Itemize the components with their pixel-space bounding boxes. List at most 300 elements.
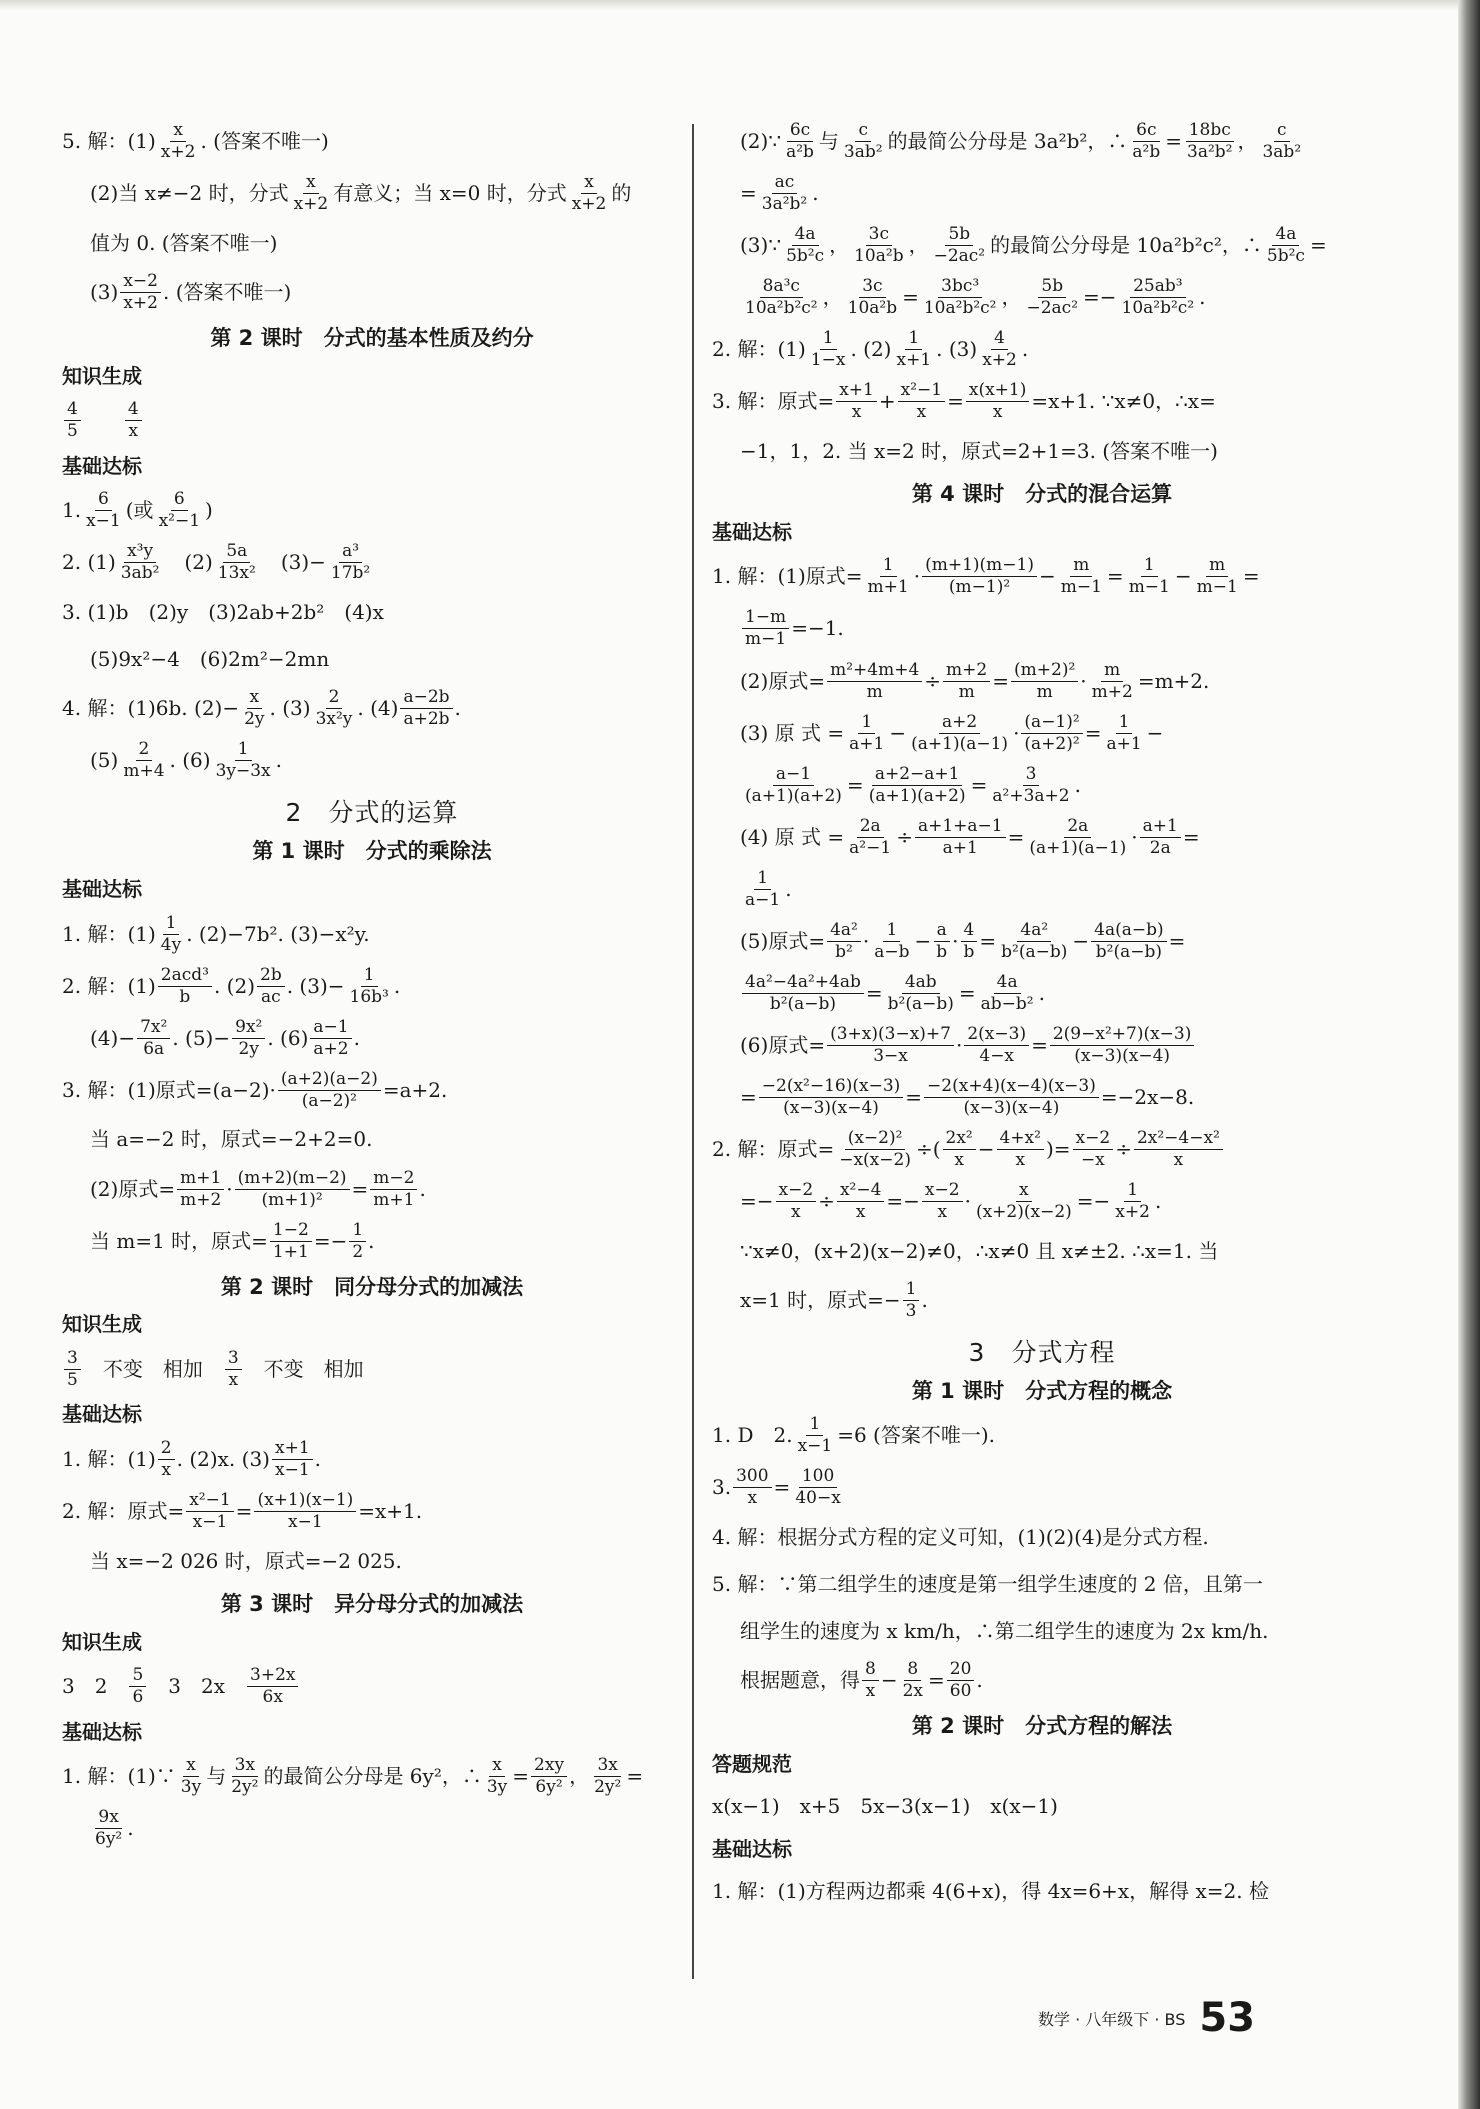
section-label bbox=[712, 1835, 1372, 1863]
text-run: ， bbox=[822, 285, 843, 310]
numerator: 7x² bbox=[137, 1018, 170, 1039]
denominator: x bbox=[865, 1681, 876, 1702]
denominator: x bbox=[128, 421, 139, 442]
denominator: 3−x bbox=[873, 1045, 908, 1066]
text-run: 当 m=1 时，原式= bbox=[90, 1228, 268, 1253]
denominator: (a+2)² bbox=[1024, 733, 1080, 754]
text-run: 1. 解：(1)方程两边都乘 4(6+x)，得 4x=6+x，解得 x=2. 检 bbox=[712, 1878, 1269, 1903]
numerator: c bbox=[855, 121, 871, 142]
fraction bbox=[257, 966, 285, 1007]
fraction bbox=[1026, 817, 1129, 858]
numerator: (m+2)(m−2) bbox=[235, 1169, 350, 1190]
numerator: ac bbox=[772, 173, 798, 194]
fraction bbox=[247, 1666, 298, 1707]
text-run: (2)原式= bbox=[90, 1176, 176, 1201]
text-run: . bbox=[812, 181, 819, 206]
numerator: (m+1)(m−1) bbox=[922, 556, 1037, 577]
fraction bbox=[931, 225, 989, 266]
text-run: − bbox=[1072, 928, 1090, 953]
denominator: m−1 bbox=[745, 629, 787, 650]
fraction bbox=[742, 277, 821, 318]
denominator: 5b²c bbox=[786, 246, 825, 267]
numerator: x−2 bbox=[776, 1181, 817, 1202]
numerator: 6 bbox=[171, 490, 188, 511]
denominator: b²(a−b) bbox=[1095, 941, 1163, 962]
denominator: x−1 bbox=[192, 1512, 228, 1533]
denominator: 1+1 bbox=[272, 1241, 309, 1262]
fraction bbox=[1073, 1129, 1114, 1170]
denominator: x bbox=[937, 1202, 948, 1223]
fraction bbox=[893, 329, 934, 370]
fraction bbox=[964, 1025, 1029, 1066]
numerator: 1 bbox=[235, 740, 252, 761]
numerator: 2a bbox=[857, 817, 884, 838]
numerator: 4 bbox=[125, 400, 142, 421]
fraction bbox=[998, 921, 1070, 962]
section-label bbox=[62, 1718, 682, 1746]
column-divider bbox=[692, 124, 694, 1979]
numerator: m+1 bbox=[177, 1169, 224, 1190]
fraction bbox=[989, 765, 1072, 806]
numerator: 2(9−x²+7)(x−3) bbox=[1050, 1025, 1195, 1046]
text-run: =a+2. bbox=[382, 1077, 448, 1102]
text-run: . bbox=[1074, 772, 1081, 797]
fraction bbox=[156, 490, 203, 531]
denominator: a²b bbox=[786, 142, 814, 163]
answer-line bbox=[712, 1415, 1372, 1456]
numerator: a³ bbox=[339, 542, 362, 563]
denominator: 1−x bbox=[810, 350, 846, 371]
text-run: 组学生的速度为 x km/h，∴第二组学生的速度为 2x km/h. bbox=[740, 1618, 1269, 1643]
text-run: = bbox=[846, 772, 864, 797]
numerator: 4a bbox=[792, 225, 819, 246]
denominator: m−1 bbox=[1128, 577, 1170, 598]
answer-line bbox=[712, 1519, 1372, 1555]
text-run: 5. 解：∵第二组学生的速度是第一组学生速度的 2 倍，且第一 bbox=[712, 1571, 1263, 1596]
numerator: 3 bbox=[1023, 765, 1040, 786]
fraction bbox=[742, 608, 789, 649]
denominator: 3x²y bbox=[315, 709, 353, 730]
fraction bbox=[1126, 556, 1173, 597]
denominator: x+2 bbox=[571, 194, 607, 215]
fraction bbox=[235, 1169, 350, 1210]
text-run: ) bbox=[205, 498, 213, 523]
denominator: 6y² bbox=[95, 1829, 123, 1850]
text-run: 第 2 课时 同分母分式的加减法 bbox=[220, 1274, 524, 1299]
numerator: −2(x+4)(x−4)(x−3) bbox=[924, 1077, 1099, 1098]
denominator: b bbox=[179, 986, 191, 1007]
text-run: 3. 解：(1)原式=(a−2)· bbox=[62, 1077, 276, 1102]
text-run: =− bbox=[886, 1189, 920, 1214]
text-run: . (3) bbox=[269, 696, 311, 721]
denominator: ac bbox=[261, 986, 281, 1007]
answer-line bbox=[62, 121, 682, 162]
text-run: − bbox=[977, 1137, 995, 1162]
fraction bbox=[1184, 121, 1235, 162]
numerator: 4a² bbox=[827, 921, 861, 942]
fraction bbox=[997, 1129, 1044, 1170]
numerator: 4ab bbox=[902, 973, 940, 994]
fraction bbox=[158, 966, 212, 1007]
fraction bbox=[908, 713, 1011, 754]
text-run: ， bbox=[908, 233, 929, 258]
text-run: = bbox=[626, 1764, 644, 1789]
denominator: x+2 bbox=[160, 142, 196, 163]
denominator: b²(a−b) bbox=[769, 993, 837, 1014]
answer-line bbox=[712, 765, 1372, 806]
text-run: . (6) bbox=[267, 1025, 309, 1050]
denominator: x+2 bbox=[293, 194, 329, 215]
numerator: x+1 bbox=[272, 1439, 313, 1460]
fraction bbox=[827, 1025, 954, 1066]
denominator: (a+1)(a−1) bbox=[911, 733, 1009, 754]
text-run: . bbox=[454, 696, 461, 721]
fraction bbox=[228, 1756, 261, 1797]
fraction bbox=[783, 225, 827, 266]
answer-line bbox=[62, 594, 682, 630]
fraction bbox=[370, 1169, 417, 1210]
scan-binding-edge bbox=[1458, 0, 1480, 2109]
answer-line bbox=[712, 1566, 1372, 1602]
answer-line bbox=[712, 556, 1372, 597]
text-run: 的最简公分母是 3a²b²，∴ bbox=[887, 129, 1128, 154]
text-run: ÷ bbox=[818, 1189, 835, 1214]
fraction bbox=[272, 1439, 313, 1480]
denominator: a²−1 bbox=[849, 837, 892, 858]
numerator: 1 bbox=[1116, 713, 1133, 734]
fraction bbox=[158, 914, 184, 955]
text-run: 与 bbox=[818, 129, 839, 154]
text-run: =− bbox=[1076, 1189, 1111, 1214]
denominator: 3ab² bbox=[843, 142, 883, 163]
numerator: 9x² bbox=[232, 1018, 265, 1039]
text-run: = bbox=[958, 980, 976, 1005]
text-run: − bbox=[1174, 564, 1192, 589]
text-run: 答题规范 bbox=[712, 1751, 792, 1776]
answer-line bbox=[712, 661, 1372, 702]
numerator: (m+2)² bbox=[1011, 661, 1078, 682]
fraction bbox=[1112, 1181, 1153, 1222]
denominator: ab−b² bbox=[980, 993, 1034, 1014]
text-run: = bbox=[1242, 564, 1260, 589]
numerator: m bbox=[1101, 661, 1123, 682]
section-heading bbox=[712, 1335, 1372, 1369]
text-run: = bbox=[235, 1499, 253, 1524]
text-run: 知识生成 bbox=[62, 363, 142, 388]
text-run: (2)原式= bbox=[740, 668, 826, 693]
answer-line bbox=[712, 1660, 1372, 1701]
fraction bbox=[947, 1660, 975, 1701]
numerator: 3c bbox=[859, 277, 885, 298]
numerator: 20 bbox=[947, 1660, 975, 1681]
denominator: b² bbox=[835, 941, 853, 962]
fraction bbox=[900, 1660, 926, 1701]
text-run: . bbox=[1199, 285, 1206, 310]
numerator: 3bc³ bbox=[938, 277, 982, 298]
numerator: 4 bbox=[991, 329, 1008, 350]
text-run: = bbox=[928, 1668, 945, 1693]
denominator: m+2 bbox=[180, 1189, 222, 1210]
fraction bbox=[1264, 225, 1308, 266]
denominator: 13x² bbox=[217, 563, 256, 584]
text-run: 与 bbox=[206, 1764, 227, 1789]
answer-line bbox=[712, 817, 1372, 858]
text-run: . bbox=[1154, 1189, 1162, 1214]
text-run: (3)− bbox=[260, 550, 326, 575]
denominator: a+1 bbox=[1106, 733, 1142, 754]
numerator: 2xy bbox=[531, 1756, 567, 1777]
text-run: 1. D 2. bbox=[712, 1423, 793, 1448]
page-number: 53 bbox=[1199, 1995, 1256, 2041]
text-run: (3)∵ bbox=[740, 233, 782, 258]
fraction bbox=[924, 1077, 1099, 1118]
numerator: x²−1 bbox=[186, 1491, 233, 1512]
answer-line bbox=[62, 1018, 682, 1059]
answer-line bbox=[712, 277, 1372, 318]
denominator: 10a²b²c² bbox=[745, 298, 818, 319]
text-run: 2 分式的运算 bbox=[285, 797, 459, 827]
text-run: ∵x≠0，(x+2)(x−2)≠0，∴x≠0 且 x≠±2. ∴x=1. 当 bbox=[740, 1238, 1219, 1263]
denominator: −x(x−2) bbox=[839, 1150, 911, 1171]
text-run: − bbox=[1038, 564, 1056, 589]
text-run: . (答案不唯一) bbox=[163, 280, 292, 305]
denominator: x bbox=[855, 1202, 866, 1223]
denominator: 5 bbox=[67, 421, 78, 442]
answer-line bbox=[62, 1349, 682, 1390]
text-run: =x+1. bbox=[358, 1499, 423, 1524]
fraction bbox=[827, 921, 861, 962]
numerator: 1 bbox=[903, 1280, 920, 1301]
fraction bbox=[158, 1439, 175, 1480]
denominator: 6 bbox=[132, 1687, 144, 1708]
text-run: (3) bbox=[90, 280, 119, 305]
fraction bbox=[125, 400, 142, 441]
text-run: . bbox=[353, 1025, 360, 1050]
numerator: (a−1)² bbox=[1021, 713, 1082, 734]
text-run: · bbox=[1080, 668, 1087, 693]
fraction bbox=[973, 1181, 1075, 1222]
answer-line bbox=[712, 1077, 1372, 1118]
numerator: 2 bbox=[158, 1439, 175, 1460]
numerator: a−2b bbox=[400, 688, 452, 709]
answer-line bbox=[712, 921, 1372, 962]
fraction bbox=[1140, 817, 1181, 858]
fraction bbox=[1023, 277, 1081, 318]
numerator: 4 bbox=[64, 400, 81, 421]
answer-line bbox=[62, 1169, 682, 1210]
numerator: x−2 bbox=[1073, 1129, 1114, 1150]
text-run: = bbox=[992, 668, 1009, 693]
denominator: m−1 bbox=[1196, 577, 1238, 598]
numerator: 3+2x bbox=[247, 1666, 298, 1687]
denominator: b bbox=[936, 941, 948, 962]
numerator: x bbox=[1016, 1181, 1032, 1202]
numerator: x(x+1) bbox=[966, 381, 1030, 402]
fraction bbox=[827, 661, 922, 702]
fraction bbox=[845, 277, 900, 318]
denominator: (x+2)(x−2) bbox=[975, 1202, 1072, 1223]
denominator: a+2 bbox=[313, 1038, 349, 1059]
answer-line bbox=[712, 1233, 1372, 1269]
fraction bbox=[1259, 121, 1304, 162]
numerator: 4+x² bbox=[997, 1129, 1044, 1150]
numerator: 18bc bbox=[1186, 121, 1234, 142]
fraction bbox=[742, 973, 864, 1014]
fraction bbox=[1119, 277, 1198, 318]
section-label bbox=[62, 362, 682, 390]
denominator: m bbox=[1036, 681, 1053, 702]
text-run: · bbox=[226, 1176, 233, 1201]
numerator: 2x²−4−x² bbox=[1134, 1129, 1223, 1150]
text-run: = bbox=[865, 980, 883, 1005]
text-run: = bbox=[1182, 824, 1200, 849]
fraction bbox=[885, 973, 957, 1014]
fraction bbox=[1129, 121, 1163, 162]
text-run: =x+1. ∵x≠0，∴x= bbox=[1031, 389, 1216, 414]
text-run: 第 3 课时 异分母分式的加减法 bbox=[220, 1591, 524, 1616]
denominator: 10a²b bbox=[847, 298, 898, 319]
denominator: x−1 bbox=[86, 511, 121, 532]
answer-line bbox=[712, 1280, 1372, 1321]
denominator: b²(a−b) bbox=[1001, 941, 1068, 962]
text-run: 1. 解：(1) bbox=[62, 1446, 156, 1471]
fraction bbox=[836, 381, 877, 422]
numerator: 2b bbox=[257, 966, 285, 987]
numerator: 3c bbox=[866, 225, 892, 246]
answer-line bbox=[62, 1491, 682, 1532]
answer-line bbox=[62, 740, 682, 781]
numerator: c bbox=[1274, 121, 1290, 142]
text-run: =6 (答案不唯一). bbox=[837, 1423, 996, 1448]
text-run: =m+2. bbox=[1137, 668, 1210, 693]
denominator: b²(a−b) bbox=[887, 993, 954, 1014]
numerator: a+1 bbox=[1140, 817, 1181, 838]
numerator: 25ab³ bbox=[1130, 277, 1185, 298]
numerator: a bbox=[934, 921, 950, 942]
fraction bbox=[129, 1666, 146, 1707]
denominator: (a+1)(a−1) bbox=[1029, 837, 1127, 858]
denominator: a+1 bbox=[849, 733, 885, 754]
numerator: 1 bbox=[858, 713, 875, 734]
text-run: 基础达标 bbox=[62, 1402, 142, 1427]
fraction bbox=[83, 490, 124, 531]
fraction bbox=[978, 973, 1037, 1014]
numerator: 2acd³ bbox=[158, 966, 212, 987]
scan-top-shadow bbox=[0, 0, 1480, 10]
denominator: 3ab² bbox=[120, 563, 160, 584]
denominator: 3a²b² bbox=[1187, 142, 1233, 163]
fraction bbox=[1091, 921, 1166, 962]
answer-line bbox=[712, 173, 1372, 214]
fraction bbox=[862, 1660, 879, 1701]
fraction bbox=[177, 1169, 224, 1210]
text-run: . (2) bbox=[213, 973, 255, 998]
text-run: = bbox=[947, 389, 964, 414]
section-heading bbox=[712, 1377, 1372, 1405]
fraction bbox=[898, 381, 945, 422]
text-run: 3 2 bbox=[62, 1674, 128, 1699]
text-run: − bbox=[880, 1668, 898, 1693]
numerator: 1 bbox=[905, 329, 922, 350]
answer-line bbox=[62, 490, 682, 531]
fraction bbox=[851, 225, 906, 266]
answer-line bbox=[712, 1129, 1372, 1170]
numerator: 300 bbox=[733, 1467, 771, 1488]
fraction bbox=[232, 1018, 265, 1059]
text-run: . (3) bbox=[936, 337, 978, 362]
denominator: 10a²b²c² bbox=[1121, 298, 1195, 319]
text-run: (5)9x²−4 (6)2m²−2mn bbox=[90, 646, 330, 671]
numerator: x bbox=[183, 1756, 199, 1777]
answer-line bbox=[62, 688, 682, 729]
text-run: 的 bbox=[611, 181, 632, 206]
numerator: 6 bbox=[95, 490, 112, 511]
numerator: x bbox=[170, 121, 186, 142]
fraction bbox=[328, 542, 373, 583]
numerator: 1−2 bbox=[270, 1221, 312, 1242]
denominator: x bbox=[954, 1150, 964, 1171]
numerator: m+2 bbox=[943, 661, 990, 682]
numerator: x²−1 bbox=[898, 381, 945, 402]
fraction bbox=[841, 121, 886, 162]
text-run: · bbox=[955, 1032, 963, 1057]
section-label bbox=[62, 452, 682, 480]
numerator: 5a bbox=[223, 542, 250, 563]
text-run: 有意义；当 x=0 时，分式 bbox=[333, 181, 567, 206]
text-run: · bbox=[1131, 824, 1138, 849]
fraction bbox=[400, 688, 452, 729]
section-heading bbox=[62, 1273, 682, 1301]
fraction bbox=[943, 661, 990, 702]
text-run: · bbox=[862, 928, 870, 953]
section-heading bbox=[712, 1712, 1372, 1740]
text-run: ， bbox=[569, 1764, 590, 1789]
numerator: 2x² bbox=[943, 1129, 976, 1150]
denominator: x bbox=[992, 402, 1003, 423]
denominator: 3a²b² bbox=[761, 194, 808, 215]
fraction bbox=[922, 1181, 963, 1222]
numerator: a−1 bbox=[310, 1018, 351, 1039]
denominator: 2y² bbox=[594, 1777, 622, 1798]
text-run: ÷ bbox=[1115, 1137, 1132, 1162]
text-run: −1，1，2. 当 x=2 时，原式=2+1=3. (答案不唯一) bbox=[740, 438, 1218, 463]
answer-line bbox=[712, 433, 1372, 469]
answer-line bbox=[62, 542, 682, 583]
fraction bbox=[921, 277, 1000, 318]
denominator: x+2 bbox=[123, 293, 158, 314]
fraction bbox=[966, 381, 1030, 422]
footer-subject: 数学 · 八年级下 · BS bbox=[1038, 2010, 1186, 2029]
text-run: . bbox=[275, 748, 283, 773]
denominator: a²b bbox=[1132, 142, 1161, 163]
numerator: 1 bbox=[163, 914, 180, 935]
denominator: a+2b bbox=[403, 709, 450, 730]
denominator: m+2 bbox=[1091, 681, 1133, 702]
text-run: (2) bbox=[164, 550, 213, 575]
left-column bbox=[62, 118, 682, 1860]
text-run: 当 a=−2 时，原式=−2+2=0. bbox=[90, 1127, 373, 1152]
numerator: (x+1)(x−1) bbox=[254, 1491, 356, 1512]
fraction bbox=[759, 1077, 904, 1118]
denominator: a²+3a+2 bbox=[992, 785, 1070, 806]
text-run: = bbox=[1084, 720, 1102, 745]
text-run: . bbox=[1038, 980, 1045, 1005]
text-run: = bbox=[1031, 1032, 1048, 1057]
text-run: . (2)−7b². (3)−x²y. bbox=[186, 921, 370, 946]
denominator: (m−1)² bbox=[948, 577, 1011, 598]
text-run: 3 分式方程 bbox=[968, 1337, 1116, 1367]
numerator: x bbox=[581, 173, 597, 194]
